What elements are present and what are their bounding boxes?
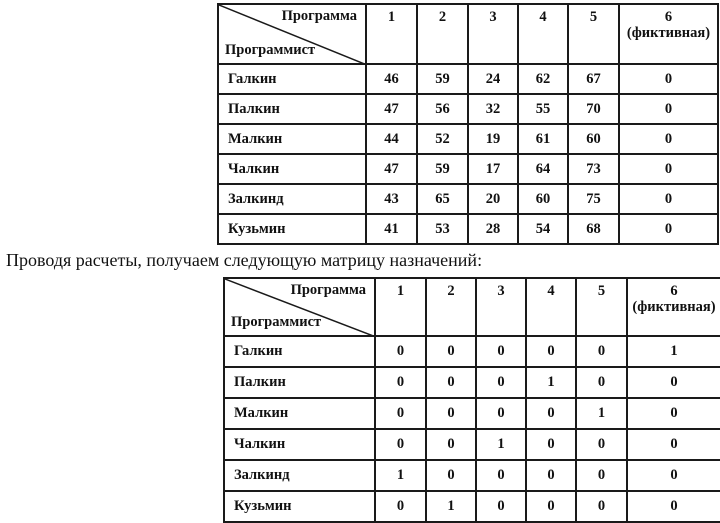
column-header: 3 <box>468 4 518 64</box>
column-header: 1 <box>366 4 417 64</box>
value-cell: 0 <box>375 367 426 398</box>
programmer-name-cell: Залкинд <box>218 184 366 214</box>
table-row <box>218 214 718 244</box>
value-cell: 0 <box>426 398 476 429</box>
value-cell: 24 <box>468 64 518 94</box>
value-cell: 0 <box>627 460 720 491</box>
value-cell: 44 <box>366 124 417 154</box>
value-cell: 53 <box>417 214 468 244</box>
value-cell: 1 <box>375 460 426 491</box>
value-cell: 0 <box>526 398 576 429</box>
assignment-matrix-table <box>223 277 720 523</box>
value-cell: 60 <box>518 184 568 214</box>
table-row <box>218 154 718 184</box>
programmer-name-cell: Палкин <box>224 367 375 398</box>
value-cell: 0 <box>476 336 526 367</box>
value-cell: 68 <box>568 214 619 244</box>
value-cell: 0 <box>576 491 627 522</box>
value-cell: 0 <box>526 460 576 491</box>
value-cell: 43 <box>366 184 417 214</box>
fictive-column-header <box>627 278 720 336</box>
value-cell: 56 <box>417 94 468 124</box>
value-cell: 65 <box>417 184 468 214</box>
programmer-name-cell: Галкин <box>218 64 366 94</box>
value-cell: 0 <box>619 94 718 124</box>
programmer-name-cell: Галкин <box>224 336 375 367</box>
table-row <box>224 398 720 429</box>
programmer-name-cell: Палкин <box>218 94 366 124</box>
fictive-number: 6 <box>670 283 678 299</box>
program-label: Программа <box>281 8 357 24</box>
value-cell: 0 <box>375 336 426 367</box>
value-cell: 55 <box>518 94 568 124</box>
value-cell: 1 <box>476 429 526 460</box>
column-header: 4 <box>518 4 568 64</box>
value-cell: 0 <box>627 398 720 429</box>
value-cell: 0 <box>627 367 720 398</box>
table-row <box>224 460 720 491</box>
programmer-name-cell: Малкин <box>218 124 366 154</box>
value-cell: 0 <box>476 460 526 491</box>
value-cell: 0 <box>576 429 627 460</box>
value-cell: 1 <box>627 336 720 367</box>
value-cell: 59 <box>417 154 468 184</box>
column-header: 2 <box>426 278 476 336</box>
value-cell: 0 <box>619 184 718 214</box>
value-cell: 19 <box>468 124 518 154</box>
initial-matrix-table <box>217 3 719 245</box>
column-header: 5 <box>568 4 619 64</box>
value-cell: 61 <box>518 124 568 154</box>
value-cell: 0 <box>619 64 718 94</box>
fictive-label: (фиктивная) <box>632 299 716 315</box>
value-cell: 1 <box>426 491 476 522</box>
value-cell: 0 <box>476 398 526 429</box>
programmer-name-cell: Залкинд <box>224 460 375 491</box>
value-cell: 0 <box>426 367 476 398</box>
table-row <box>224 429 720 460</box>
programmer-name-cell: Кузьмин <box>218 214 366 244</box>
value-cell: 0 <box>526 429 576 460</box>
table-row <box>218 124 718 154</box>
header-row <box>224 278 720 336</box>
value-cell: 0 <box>576 460 627 491</box>
value-cell: 0 <box>375 491 426 522</box>
programmer-name-cell: Кузьмин <box>224 491 375 522</box>
value-cell: 47 <box>366 94 417 124</box>
fictive-number: 6 <box>664 9 673 25</box>
value-cell: 0 <box>375 429 426 460</box>
value-cell: 17 <box>468 154 518 184</box>
value-cell: 75 <box>568 184 619 214</box>
value-cell: 0 <box>375 398 426 429</box>
value-cell: 62 <box>518 64 568 94</box>
table-row <box>218 94 718 124</box>
table-row <box>218 184 718 214</box>
value-cell: 46 <box>366 64 417 94</box>
programmer-label: Программист <box>231 314 322 330</box>
value-cell: 0 <box>526 336 576 367</box>
value-cell: 47 <box>366 154 417 184</box>
value-cell: 28 <box>468 214 518 244</box>
value-cell: 32 <box>468 94 518 124</box>
value-cell: 67 <box>568 64 619 94</box>
value-cell: 0 <box>476 491 526 522</box>
value-cell: 0 <box>627 429 720 460</box>
value-cell: 0 <box>426 336 476 367</box>
value-cell: 0 <box>619 154 718 184</box>
value-cell: 64 <box>518 154 568 184</box>
value-cell: 41 <box>366 214 417 244</box>
value-cell: 0 <box>619 124 718 154</box>
header-row <box>218 4 718 64</box>
table-row <box>224 491 720 522</box>
programmer-name-cell: Чалкин <box>218 154 366 184</box>
column-header: 4 <box>526 278 576 336</box>
program-label: Программа <box>290 282 366 298</box>
value-cell: 0 <box>576 336 627 367</box>
value-cell: 73 <box>568 154 619 184</box>
column-header: 5 <box>576 278 627 336</box>
value-cell: 0 <box>619 214 718 244</box>
column-header: 2 <box>417 4 468 64</box>
value-cell: 70 <box>568 94 619 124</box>
paragraph-text: Проводя расчеты, получаем следующую матрицу назначений: <box>6 250 483 270</box>
value-cell: 0 <box>576 367 627 398</box>
programmer-name-cell: Чалкин <box>224 429 375 460</box>
column-header: 1 <box>375 278 426 336</box>
value-cell: 20 <box>468 184 518 214</box>
column-header: 3 <box>476 278 526 336</box>
value-cell: 60 <box>568 124 619 154</box>
value-cell: 0 <box>526 491 576 522</box>
table-row <box>218 64 718 94</box>
value-cell: 1 <box>576 398 627 429</box>
fictive-label: (фиктивная) <box>626 25 711 41</box>
value-cell: 54 <box>518 214 568 244</box>
value-cell: 0 <box>426 460 476 491</box>
value-cell: 1 <box>526 367 576 398</box>
programmer-label: Программист <box>225 42 316 58</box>
value-cell: 0 <box>627 491 720 522</box>
value-cell: 52 <box>417 124 468 154</box>
value-cell: 0 <box>476 367 526 398</box>
corner-header-cell <box>224 278 375 336</box>
table-row <box>224 367 720 398</box>
corner-header-cell <box>218 4 366 64</box>
value-cell: 59 <box>417 64 468 94</box>
fictive-column-header <box>619 4 718 64</box>
value-cell: 0 <box>426 429 476 460</box>
programmer-name-cell: Малкин <box>224 398 375 429</box>
table-row <box>224 336 720 367</box>
